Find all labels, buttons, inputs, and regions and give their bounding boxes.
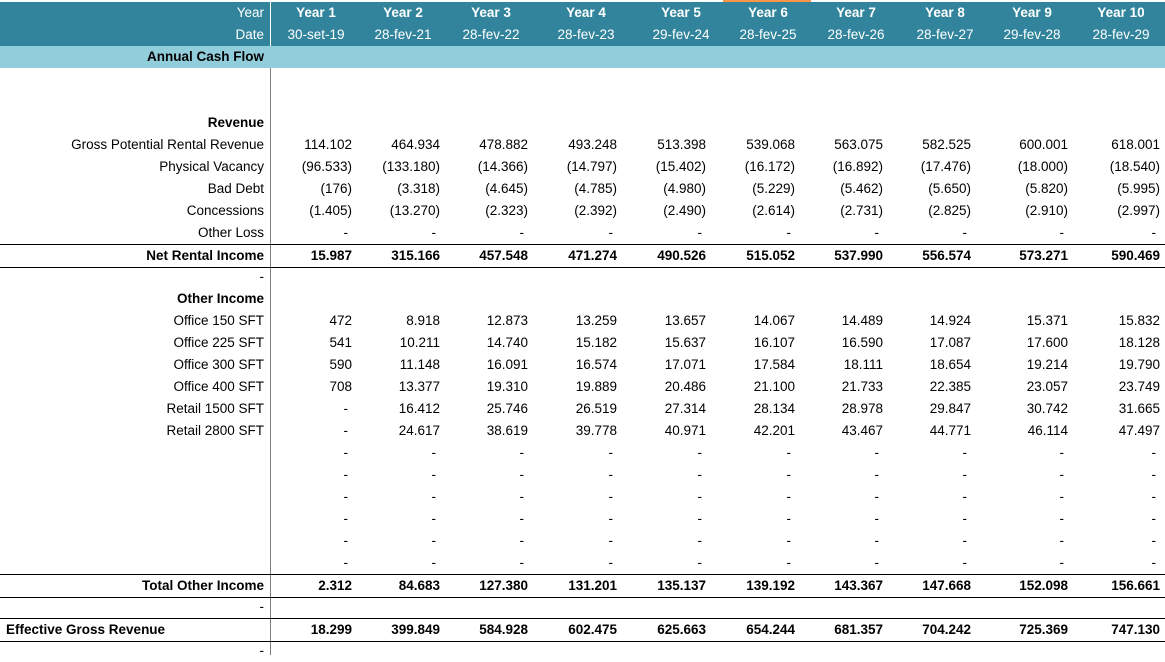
other-income-row	[0, 398, 1165, 420]
revenue-row-value: (18.000)	[1017, 159, 1068, 174]
other-income-row	[0, 464, 1165, 486]
other-income-row-value: 21.733	[841, 379, 883, 394]
other-income-row-value: 31.665	[1118, 401, 1160, 416]
effective-gross-revenue-row-value: 725.369	[1019, 622, 1068, 637]
effective-gross-revenue-row-value: 681.357	[834, 622, 883, 637]
other-income-row-value: -	[962, 467, 967, 482]
revenue-row-value: -	[343, 225, 348, 240]
other-income-row-value: 13.657	[664, 313, 706, 328]
other-income-row-value: -	[608, 511, 613, 526]
total-other-income-row-value: 131.201	[568, 578, 617, 593]
revenue-row	[0, 134, 1165, 156]
other-income-row-value: 46.114	[1027, 423, 1068, 438]
other-income-row-value: -	[697, 533, 702, 548]
year-header-cell: Year 3	[471, 5, 511, 20]
other-income-row-value: -	[608, 533, 613, 548]
other-income-row-value: 12.873	[486, 313, 528, 328]
other-income-row-value: -	[697, 467, 702, 482]
revenue-row	[0, 156, 1165, 178]
other-income-row-value: -	[431, 445, 436, 460]
revenue-row-value: (4.645)	[485, 181, 528, 196]
date-header-cell: 28-fev-26	[827, 27, 885, 42]
other-income-row-value: -	[874, 555, 879, 570]
other-income-row-value: 17.584	[753, 357, 795, 372]
other-income-row-value: -	[786, 467, 791, 482]
other-income-row	[0, 486, 1165, 508]
revenue-row-value: 600.001	[1019, 137, 1068, 152]
other-income-row-value: 28.978	[841, 401, 883, 416]
other-income-row-value: 13.259	[575, 313, 617, 328]
other-income-row-value: 19.214	[1026, 357, 1068, 372]
revenue-row-value: 582.525	[922, 137, 971, 152]
other-income-row-value: 16.091	[486, 357, 528, 372]
other-income-row-value: -	[874, 511, 879, 526]
revenue-row-value: (15.402)	[655, 159, 706, 174]
year-header-cell: Year 7	[836, 5, 876, 20]
other-income-row-value: -	[1151, 445, 1156, 460]
revenue-row-value: (4.980)	[663, 181, 706, 196]
total-other-income-row-value: 143.367	[834, 578, 883, 593]
other-income-row-value: -	[697, 555, 702, 570]
other-income-row-value: 16.107	[753, 335, 795, 350]
year-header-cell: Year 5	[661, 5, 701, 20]
other-income-row-value: -	[874, 533, 879, 548]
other-income-row-value: 18.128	[1118, 335, 1160, 350]
revenue-row-value: (5.995)	[1117, 181, 1160, 196]
date-header-cell: 28-fev-22	[462, 27, 520, 42]
other-income-row-value: 23.749	[1118, 379, 1160, 394]
other-income-row-value: -	[343, 445, 348, 460]
other-income-row-value: -	[962, 489, 967, 504]
net-rental-income-row-value: 471.274	[568, 248, 617, 263]
revenue-row-value: (18.540)	[1109, 159, 1160, 174]
other-income-row-value: 17.071	[664, 357, 706, 372]
other-income-row-value: 19.889	[575, 379, 617, 394]
other-income-row-value: -	[519, 489, 524, 504]
effective-gross-revenue-row-value: 584.928	[479, 622, 528, 637]
effective-gross-revenue-row	[0, 618, 1165, 642]
date-header-cell: 28-fev-29	[1092, 27, 1150, 42]
year-row-label: Year	[236, 5, 264, 20]
other-income-row-value: -	[1059, 533, 1064, 548]
other-income-row	[0, 354, 1165, 376]
total-other-income-row-value: 152.098	[1019, 578, 1068, 593]
revenue-row-label: Other Loss	[197, 225, 264, 240]
other-income-row-value: -	[786, 445, 791, 460]
revenue-row-value: -	[1059, 225, 1064, 240]
spacer-row	[0, 266, 1165, 288]
other-income-row-value: -	[786, 555, 791, 570]
other-income-row-value: 28.134	[753, 401, 795, 416]
other-income-row-value: 21.100	[753, 379, 795, 394]
other-income-row-value: 15.637	[664, 335, 706, 350]
effective-gross-revenue-row-value: 602.475	[568, 622, 617, 637]
other-income-row-value: 22.385	[929, 379, 971, 394]
other-income-row-value: -	[519, 555, 524, 570]
other-income-row-label: Office 225 SFT	[173, 335, 264, 350]
other-income-row-value: -	[431, 489, 436, 504]
revenue-row-value: -	[874, 225, 879, 240]
other-income-row-label: Office 400 SFT	[173, 379, 264, 394]
revenue-row-value: -	[1151, 225, 1156, 240]
other-income-row-value: -	[1059, 467, 1064, 482]
other-income-row-value: -	[962, 511, 967, 526]
revenue-row-value: -	[786, 225, 791, 240]
date-row-label: Date	[235, 27, 264, 42]
other-income-row	[0, 376, 1165, 398]
total-other-income-row-value: 156.661	[1111, 578, 1160, 593]
section-title: Annual Cash Flow	[146, 49, 264, 64]
other-income-row-value: -	[343, 511, 348, 526]
other-income-row-value: 15.832	[1118, 313, 1160, 328]
other-income-row-label: Retail 1500 SFT	[166, 401, 264, 416]
other-income-row-value: -	[519, 467, 524, 482]
other-income-row-value: -	[697, 445, 702, 460]
other-income-row-value: -	[431, 555, 436, 570]
other-income-row-value: 19.310	[486, 379, 528, 394]
other-income-row-value: 25.746	[486, 401, 528, 416]
year-header-cell: Year 9	[1012, 5, 1052, 20]
other-income-row-value: -	[343, 555, 348, 570]
other-income-row	[0, 508, 1165, 530]
other-income-row-value: 590	[329, 357, 352, 372]
spacer-row-2-label: -	[259, 599, 264, 614]
other-income-row-label: Office 300 SFT	[173, 357, 264, 372]
revenue-row-value: 478.882	[479, 137, 528, 152]
other-income-row-value: -	[1059, 445, 1064, 460]
date-header-cell: 28-fev-25	[739, 27, 797, 42]
net-rental-income-row-value: 457.548	[479, 248, 528, 263]
total-other-income-row-value: 147.668	[922, 578, 971, 593]
revenue-row-value: (16.172)	[744, 159, 795, 174]
other-income-row-value: 14.740	[486, 335, 528, 350]
other-income-row-value: 42.201	[753, 423, 795, 438]
revenue-row-label: Physical Vacancy	[159, 159, 264, 174]
revenue-row-value: (2.825)	[928, 203, 971, 218]
other-income-row-value: 15.182	[575, 335, 617, 350]
revenue-row-label: Gross Potential Rental Revenue	[71, 137, 264, 152]
revenue-row	[0, 222, 1165, 244]
other-income-row-value: 19.790	[1118, 357, 1160, 372]
other-income-row-value: -	[431, 533, 436, 548]
revenue-row-value: (1.405)	[309, 203, 352, 218]
revenue-row-value: (3.318)	[397, 181, 440, 196]
other-income-row-value: -	[1151, 489, 1156, 504]
other-income-row-value: 14.489	[841, 313, 883, 328]
other-income-row-value: -	[343, 401, 348, 416]
other-income-row-value: -	[608, 489, 613, 504]
other-income-row-value: 14.924	[929, 313, 971, 328]
other-income-row-value: 38.619	[486, 423, 528, 438]
year-header-cell: Year 4	[566, 5, 606, 20]
date-header-cell: 28-fev-27	[916, 27, 974, 42]
total-other-income-row-value: 135.137	[657, 578, 706, 593]
revenue-row-value: (14.366)	[477, 159, 528, 174]
revenue-row-value: (17.476)	[920, 159, 971, 174]
net-rental-income-row-label: Net Rental Income	[146, 248, 264, 263]
net-rental-income-row-value: 315.166	[391, 248, 440, 263]
other-income-row-value: -	[874, 489, 879, 504]
other-income-row-value: 708	[329, 379, 352, 394]
spacer-row-2	[0, 596, 1165, 618]
other-income-row-value: 17.087	[929, 335, 971, 350]
other-income-row-value: 47.497	[1118, 423, 1160, 438]
revenue-row-value: (5.650)	[928, 181, 971, 196]
other-income-heading-label: Other Income	[176, 291, 264, 306]
other-income-row	[0, 552, 1165, 574]
other-income-row-value: -	[519, 445, 524, 460]
other-income-row-value: 26.519	[575, 401, 617, 416]
total-other-income-row-value: 127.380	[479, 578, 528, 593]
section-band	[0, 46, 1165, 68]
net-rental-income-row-value: 573.271	[1019, 248, 1068, 263]
revenue-row-value: -	[519, 225, 524, 240]
trailing-row-label: -	[259, 643, 264, 658]
effective-gross-revenue-row-value: 654.244	[746, 622, 795, 637]
other-income-row-value: 11.148	[399, 357, 440, 372]
year-header-cell: Year 8	[925, 5, 965, 20]
date-header-cell: 29-fev-24	[652, 27, 710, 42]
revenue-row-label: Concessions	[186, 203, 264, 218]
other-income-row	[0, 420, 1165, 442]
other-income-row-value: 10.211	[399, 335, 440, 350]
net-rental-income-row-value: 515.052	[746, 248, 795, 263]
revenue-row-label: Bad Debt	[207, 181, 264, 196]
other-income-row-value: 16.412	[398, 401, 440, 416]
net-rental-income-row-value: 537.990	[834, 248, 883, 263]
other-income-row-value: -	[1151, 467, 1156, 482]
other-income-row-value: -	[697, 511, 702, 526]
other-income-row-value: 27.314	[664, 401, 706, 416]
effective-gross-revenue-row-value: 625.663	[657, 622, 706, 637]
revenue-row-value: (5.462)	[840, 181, 883, 196]
other-income-row-value: 18.654	[929, 357, 971, 372]
net-rental-income-row-value: 15.987	[310, 248, 352, 263]
other-income-row-value: -	[962, 555, 967, 570]
effective-gross-revenue-row-value: 704.242	[922, 622, 971, 637]
other-income-row-value: -	[431, 467, 436, 482]
year-header-cell: Year 1	[296, 5, 336, 20]
other-income-row-value: 15.371	[1026, 313, 1068, 328]
revenue-row-value: (4.785)	[574, 181, 617, 196]
other-income-row-value: -	[786, 489, 791, 504]
date-header-cell: 29-fev-28	[1003, 27, 1061, 42]
total-other-income-row-value: 84.683	[398, 578, 440, 593]
other-income-row-value: 16.574	[575, 357, 617, 372]
date-header-cell: 28-fev-23	[557, 27, 615, 42]
revenue-row-value: (176)	[320, 181, 352, 196]
total-other-income-row-value: 139.192	[746, 578, 795, 593]
other-income-row-value: -	[786, 511, 791, 526]
effective-gross-revenue-row-value: 747.130	[1111, 622, 1160, 637]
other-income-row-value: -	[343, 467, 348, 482]
other-income-row-value: 16.590	[841, 335, 883, 350]
other-income-row-value: 24.617	[398, 423, 440, 438]
other-income-row-value: -	[1059, 511, 1064, 526]
other-income-row-value: 541	[329, 335, 352, 350]
total-other-income-row-label: Total Other Income	[141, 578, 264, 593]
other-income-row-value: -	[519, 533, 524, 548]
other-income-row-value: -	[608, 555, 613, 570]
revenue-row-value: (5.229)	[752, 181, 795, 196]
revenue-row-value: 464.934	[391, 137, 440, 152]
header-year-row	[0, 2, 1165, 24]
other-income-row-value: 23.057	[1026, 379, 1068, 394]
net-rental-income-row-value: 590.469	[1111, 248, 1160, 263]
other-income-row-value: -	[431, 511, 436, 526]
revenue-row-value: 618.001	[1111, 137, 1160, 152]
revenue-row-value: (14.797)	[566, 159, 617, 174]
revenue-row-value: (2.910)	[1025, 203, 1068, 218]
effective-gross-revenue-row-value: 399.849	[391, 622, 440, 637]
revenue-row-value: (2.323)	[485, 203, 528, 218]
revenue-row-value: 539.068	[746, 137, 795, 152]
date-header-cell: 30-set-19	[287, 27, 345, 42]
header-date-row	[0, 24, 1165, 46]
revenue-row-value: -	[608, 225, 613, 240]
total-other-income-row-value: 2.312	[318, 578, 352, 593]
other-income-row-value: -	[519, 511, 524, 526]
year-header-cell: Year 10	[1097, 5, 1145, 20]
other-income-row-value: 30.742	[1026, 401, 1068, 416]
trailing-row	[0, 640, 1165, 662]
total-other-income-row	[0, 574, 1165, 598]
other-income-row-value: -	[1151, 555, 1156, 570]
other-income-row	[0, 310, 1165, 332]
revenue-row-value: 513.398	[657, 137, 706, 152]
effective-gross-revenue-row-label: Effective Gross Revenue	[6, 622, 166, 637]
other-income-row-value: -	[1151, 511, 1156, 526]
net-rental-income-row	[0, 244, 1165, 268]
other-income-row-value: -	[1059, 489, 1064, 504]
other-income-row-value: -	[697, 489, 702, 504]
revenue-row-value: (2.731)	[840, 203, 883, 218]
revenue-row-value: 114.102	[304, 137, 352, 152]
header-divider	[270, 2, 271, 46]
revenue-row-value: (2.392)	[574, 203, 617, 218]
spacer-row-label: -	[259, 269, 264, 284]
other-income-row-value: -	[874, 467, 879, 482]
other-income-row	[0, 530, 1165, 552]
other-income-row-value: -	[962, 533, 967, 548]
net-rental-income-row-value: 490.526	[657, 248, 706, 263]
other-income-row-value: 14.067	[753, 313, 795, 328]
revenue-heading	[0, 112, 1165, 134]
revenue-row-value: 493.248	[568, 137, 617, 152]
revenue-row-value: 563.075	[834, 137, 883, 152]
other-income-row-value: 20.486	[664, 379, 706, 394]
effective-gross-revenue-row-value: 18.299	[310, 622, 352, 637]
other-income-row	[0, 442, 1165, 464]
other-income-row-value: 29.847	[929, 401, 971, 416]
revenue-row-value: (133.180)	[382, 159, 440, 174]
other-income-row-value: -	[874, 445, 879, 460]
revenue-row-value: (16.892)	[832, 159, 883, 174]
other-income-row	[0, 332, 1165, 354]
other-income-row-value: -	[608, 445, 613, 460]
revenue-row-value: (96.533)	[301, 159, 352, 174]
other-income-row-value: -	[343, 533, 348, 548]
revenue-row-value: -	[962, 225, 967, 240]
revenue-row-value: -	[431, 225, 436, 240]
revenue-row-value: (2.614)	[752, 203, 795, 218]
other-income-row-value: 44.771	[929, 423, 971, 438]
other-income-row-value: -	[343, 423, 348, 438]
revenue-heading-label: Revenue	[207, 115, 264, 130]
revenue-row-value: (5.820)	[1025, 181, 1068, 196]
revenue-row-value: (2.997)	[1117, 203, 1160, 218]
other-income-row-value: 18.111	[843, 357, 883, 372]
other-income-row-value: 40.971	[664, 423, 706, 438]
other-income-row-value: -	[962, 445, 967, 460]
other-income-row-value: 8.918	[406, 313, 440, 328]
other-income-row-value: 39.778	[575, 423, 617, 438]
revenue-row	[0, 200, 1165, 222]
revenue-row-value: (13.270)	[389, 203, 440, 218]
other-income-heading	[0, 288, 1165, 310]
net-rental-income-row-value: 556.574	[922, 248, 971, 263]
revenue-row-value: (2.490)	[663, 203, 706, 218]
other-income-row-value: -	[786, 533, 791, 548]
other-income-row-value: -	[343, 489, 348, 504]
other-income-row-label: Retail 2800 SFT	[166, 423, 264, 438]
year-header-cell: Year 2	[383, 5, 423, 20]
other-income-row-value: 13.377	[398, 379, 440, 394]
revenue-row-value: -	[697, 225, 702, 240]
year-header-cell: Year 6	[748, 5, 788, 20]
other-income-row-value: 472	[329, 313, 352, 328]
revenue-row	[0, 178, 1165, 200]
other-income-row-value: -	[1151, 533, 1156, 548]
other-income-row-value: -	[608, 467, 613, 482]
other-income-row-value: -	[1059, 555, 1064, 570]
other-income-row-value: 17.600	[1026, 335, 1068, 350]
other-income-row-value: 43.467	[841, 423, 883, 438]
other-income-row-label: Office 150 SFT	[173, 313, 264, 328]
date-header-cell: 28-fev-21	[374, 27, 432, 42]
